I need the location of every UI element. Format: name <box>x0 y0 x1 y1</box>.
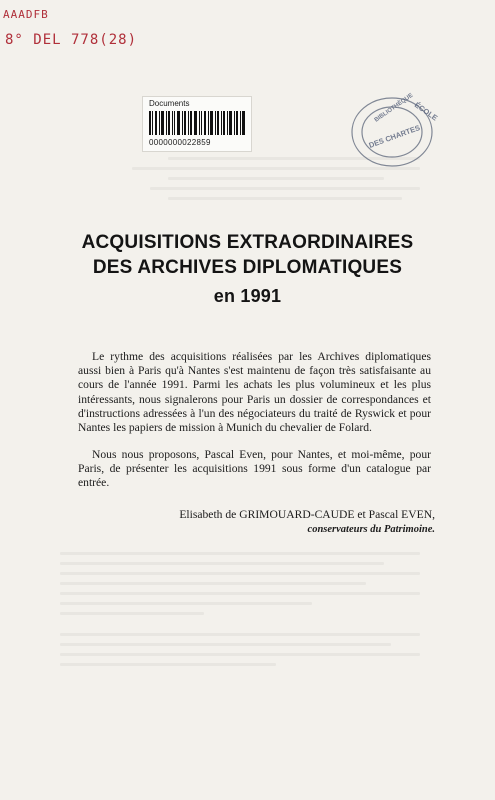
svg-text:ÉCOLE: ÉCOLE <box>412 100 440 123</box>
handwritten-shelfmark-call-number: 8° DEL 778(28) <box>5 32 138 48</box>
svg-text:DES CHARTES: DES CHARTES <box>367 123 422 150</box>
show-through-middle <box>60 545 420 673</box>
handwritten-shelfmark-top: AAADFB <box>3 8 49 21</box>
body-paragraph-1: Le rythme des acquisitions réalisées par les Archives diplomatiques aussi bien à Paris qu'à Nantes s'est maintenu de façon très satisfaisante au cours de l'année 1991. Parmi les achats les plus volumineux et les plus intéressants, nous signalerons pour Paris un dossier de correspondances et d'instructions adressées à l'un des négociateurs du traité de Ryswick et pour Nantes les papiers de mission à Munich du chevalier de Folard. <box>78 350 431 435</box>
title-line-2: DES ARCHIVES DIPLOMATIQUES <box>92 257 403 278</box>
body-paragraph-2: Nous nous proposons, Pascal Even, pour Nantes, et moi-même, pour Paris, de présenter les acquisitions 1991 sous forme d'un catalogue par entrée. <box>78 448 431 490</box>
barcode-caption: Documents <box>149 99 190 108</box>
title-line-1: ACQUISITIONS EXTRAORDINAIRES <box>81 232 414 253</box>
signature-names: Elisabeth de GRIMOUARD-CAUDE et Pascal EVEN, <box>179 508 435 521</box>
title-year: en 1991 <box>213 286 282 306</box>
barcode-label <box>142 96 252 152</box>
signature-role: conservateurs du Patrimoine. <box>307 524 435 535</box>
barcode-number: 0000000022859 <box>149 138 211 147</box>
barcode-icon <box>149 111 245 135</box>
svg-text:BIBLIOTHÈQUE: BIBLIOTHÈQUE <box>373 92 415 124</box>
library-stamp-icon <box>340 92 440 172</box>
